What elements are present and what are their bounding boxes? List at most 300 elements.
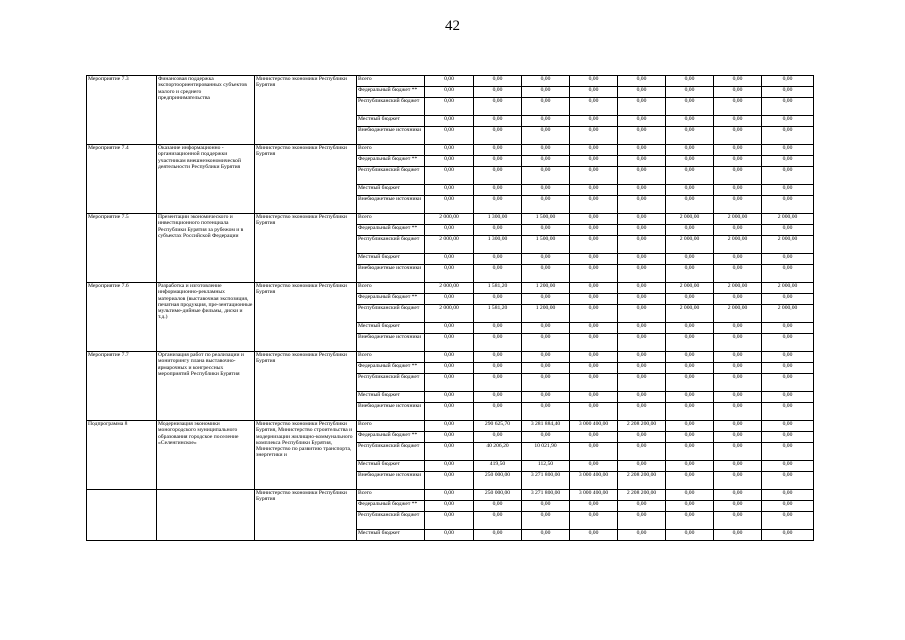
amount-cell: 2 000,00 xyxy=(666,236,714,254)
amount-cell: 0,00 xyxy=(570,127,618,145)
amount-cell: 0,00 xyxy=(714,490,762,501)
amount-cell: 0,00 xyxy=(474,530,522,541)
amount-cell: 0,00 xyxy=(666,363,714,374)
amount-cell: 3 281 884,40 xyxy=(522,421,570,432)
amount-cell: 0,00 xyxy=(474,352,522,363)
amount-cell: 0,00 xyxy=(714,254,762,265)
funding-source-cell: Всего xyxy=(357,145,425,156)
amount-cell: 0,00 xyxy=(714,156,762,167)
amount-cell: 0,00 xyxy=(570,185,618,196)
funding-source-cell: Федеральный бюджет ** xyxy=(357,156,425,167)
amount-cell: 0,00 xyxy=(666,403,714,421)
amount-cell: 0,00 xyxy=(666,352,714,363)
funding-source-cell: Всего xyxy=(357,490,425,501)
amount-cell: 2 000,00 xyxy=(714,305,762,323)
block-name-cell xyxy=(157,490,255,541)
amount-cell: 0,00 xyxy=(570,76,618,87)
amount-cell: 0,00 xyxy=(666,294,714,305)
amount-cell: 2 208 200,00 xyxy=(618,421,666,432)
amount-cell: 0,00 xyxy=(618,323,666,334)
amount-cell: 0,00 xyxy=(570,305,618,323)
funding-source-cell: Всего xyxy=(357,352,425,363)
amount-cell: 0,00 xyxy=(666,530,714,541)
amount-cell: 0,00 xyxy=(474,403,522,421)
block-executor-cell: Министерство экономики Республики Бурятия xyxy=(255,352,357,421)
amount-cell: 0,00 xyxy=(666,334,714,352)
amount-cell: 0,00 xyxy=(570,334,618,352)
amount-cell: 0,00 xyxy=(762,490,814,501)
amount-cell: 0,00 xyxy=(618,214,666,225)
amount-cell: 0,00 xyxy=(666,512,714,530)
amount-cell: 2 000,00 xyxy=(762,214,814,225)
amount-cell: 0,00 xyxy=(425,374,474,392)
amount-cell: 0,00 xyxy=(570,403,618,421)
amount-cell: 0,00 xyxy=(714,225,762,236)
amount-cell: 2 000,00 xyxy=(666,305,714,323)
table-row xyxy=(87,352,814,363)
amount-cell: 0,00 xyxy=(474,116,522,127)
amount-cell: 0,00 xyxy=(666,443,714,461)
block-code-cell xyxy=(87,490,157,541)
amount-cell: 2 000,00 xyxy=(666,283,714,294)
block-code-cell: Подпрограмма 8 xyxy=(87,421,157,490)
block-executor-cell: Министерство экономики Республики Бурятия xyxy=(255,76,357,145)
amount-cell: 0,00 xyxy=(570,461,618,472)
amount-cell: 0,00 xyxy=(714,363,762,374)
amount-cell: 0,00 xyxy=(762,167,814,185)
funding-source-cell: Федеральный бюджет ** xyxy=(357,432,425,443)
amount-cell: 0,00 xyxy=(666,265,714,283)
table-row xyxy=(87,421,814,432)
amount-cell: 0,00 xyxy=(618,461,666,472)
amount-cell: 1 500,00 xyxy=(522,236,570,254)
amount-cell: 0,00 xyxy=(666,472,714,490)
amount-cell: 0,00 xyxy=(474,363,522,374)
funding-source-cell: Всего xyxy=(357,283,425,294)
amount-cell: 0,00 xyxy=(474,512,522,530)
amount-cell: 0,00 xyxy=(474,145,522,156)
amount-cell: 0,00 xyxy=(762,512,814,530)
amount-cell: 0,00 xyxy=(714,196,762,214)
amount-cell: 0,00 xyxy=(666,116,714,127)
amount-cell: 0,00 xyxy=(522,98,570,116)
amount-cell: 0,00 xyxy=(474,334,522,352)
amount-cell: 0,00 xyxy=(762,403,814,421)
amount-cell: 0,00 xyxy=(714,512,762,530)
amount-cell: 0,00 xyxy=(474,265,522,283)
amount-cell: 0,00 xyxy=(425,432,474,443)
amount-cell: 0,00 xyxy=(425,294,474,305)
amount-cell: 0,00 xyxy=(714,334,762,352)
amount-cell: 3 000 400,00 xyxy=(570,490,618,501)
amount-cell: 0,00 xyxy=(425,512,474,530)
amount-cell: 0,00 xyxy=(570,98,618,116)
amount-cell: 0,00 xyxy=(425,145,474,156)
funding-source-cell: Всего xyxy=(357,421,425,432)
amount-cell: 0,00 xyxy=(522,374,570,392)
block-code-cell: Мероприятие 7.5 xyxy=(87,214,157,283)
amount-cell: 0,00 xyxy=(570,167,618,185)
amount-cell: 0,00 xyxy=(762,76,814,87)
funding-source-cell: Республиканский бюджет xyxy=(357,374,425,392)
amount-cell: 0,00 xyxy=(425,530,474,541)
funding-source-cell: Республиканский бюджет xyxy=(357,167,425,185)
amount-cell: 0,00 xyxy=(666,76,714,87)
amount-cell: 0,00 xyxy=(666,501,714,512)
amount-cell: 0,00 xyxy=(666,156,714,167)
amount-cell: 0,00 xyxy=(762,363,814,374)
amount-cell: 0,00 xyxy=(666,374,714,392)
amount-cell: 0,00 xyxy=(666,421,714,432)
amount-cell: 0,00 xyxy=(522,127,570,145)
amount-cell: 40 206,20 xyxy=(474,443,522,461)
amount-cell: 0,00 xyxy=(618,156,666,167)
amount-cell: 0,00 xyxy=(618,352,666,363)
amount-cell: 0,00 xyxy=(425,76,474,87)
amount-cell: 0,00 xyxy=(522,167,570,185)
amount-cell: 0,00 xyxy=(474,196,522,214)
amount-cell: 112,50 xyxy=(522,461,570,472)
funding-source-cell: Федеральный бюджет ** xyxy=(357,87,425,98)
amount-cell: 0,00 xyxy=(425,116,474,127)
funding-source-cell: Местный бюджет xyxy=(357,392,425,403)
amount-cell: 0,00 xyxy=(762,265,814,283)
amount-cell: 0,00 xyxy=(522,87,570,98)
amount-cell: 0,00 xyxy=(714,403,762,421)
amount-cell: 0,00 xyxy=(666,167,714,185)
amount-cell: 0,00 xyxy=(570,512,618,530)
amount-cell: 0,00 xyxy=(425,127,474,145)
amount-cell: 2 000,00 xyxy=(425,214,474,225)
amount-cell: 250 000,00 xyxy=(474,472,522,490)
amount-cell: 0,00 xyxy=(714,87,762,98)
amount-cell: 0,00 xyxy=(570,443,618,461)
amount-cell: 3 271 800,00 xyxy=(522,472,570,490)
amount-cell: 1 581,20 xyxy=(474,283,522,294)
amount-cell: 0,00 xyxy=(666,185,714,196)
amount-cell: 0,00 xyxy=(522,265,570,283)
amount-cell: 2 000,00 xyxy=(425,283,474,294)
amount-cell: 0,00 xyxy=(714,530,762,541)
amount-cell: 0,00 xyxy=(714,127,762,145)
amount-cell: 2 000,00 xyxy=(666,214,714,225)
amount-cell: 0,00 xyxy=(425,265,474,283)
amount-cell: 0,00 xyxy=(666,127,714,145)
amount-cell: 0,00 xyxy=(714,265,762,283)
amount-cell: 1 581,20 xyxy=(474,305,522,323)
funding-source-cell: Всего xyxy=(357,76,425,87)
block-name-cell: Финансовая поддержка экспортоориентированных субъектов малого и среднего предпринимательства xyxy=(157,76,255,145)
amount-cell: 0,00 xyxy=(618,265,666,283)
amount-cell: 0,00 xyxy=(522,530,570,541)
amount-cell: 0,00 xyxy=(522,363,570,374)
amount-cell: 0,00 xyxy=(522,432,570,443)
amount-cell: 0,00 xyxy=(666,490,714,501)
amount-cell: 0,00 xyxy=(425,490,474,501)
block-name-cell: Презентации экономического и инвестиционного потенциала Республики Бурятия за рубежом и в субъектах Российской Федерации xyxy=(157,214,255,283)
amount-cell: 0,00 xyxy=(762,461,814,472)
amount-cell: 0,00 xyxy=(425,254,474,265)
amount-cell: 0,00 xyxy=(570,236,618,254)
amount-cell: 0,00 xyxy=(522,334,570,352)
amount-cell: 0,00 xyxy=(762,352,814,363)
funding-source-cell: Местный бюджет xyxy=(357,530,425,541)
amount-cell: 2 000,00 xyxy=(714,214,762,225)
amount-cell: 0,00 xyxy=(474,225,522,236)
amount-cell: 0,00 xyxy=(618,76,666,87)
funding-source-cell: Республиканский бюджет xyxy=(357,98,425,116)
budget-table xyxy=(86,75,814,541)
amount-cell: 0,00 xyxy=(618,225,666,236)
amount-cell: 0,00 xyxy=(618,432,666,443)
amount-cell: 0,00 xyxy=(522,76,570,87)
amount-cell: 0,00 xyxy=(666,392,714,403)
amount-cell: 0,00 xyxy=(714,461,762,472)
table-row xyxy=(87,76,814,87)
amount-cell: 10 021,90 xyxy=(522,443,570,461)
amount-cell: 1 500,00 xyxy=(522,214,570,225)
amount-cell: 0,00 xyxy=(714,421,762,432)
funding-source-cell: Федеральный бюджет ** xyxy=(357,501,425,512)
amount-cell: 0,00 xyxy=(570,156,618,167)
amount-cell: 0,00 xyxy=(618,87,666,98)
funding-source-cell: Федеральный бюджет ** xyxy=(357,363,425,374)
amount-cell: 3 000 400,00 xyxy=(570,421,618,432)
amount-cell: 0,00 xyxy=(425,352,474,363)
block-code-cell: Мероприятие 7.7 xyxy=(87,352,157,421)
amount-cell: 0,00 xyxy=(425,323,474,334)
amount-cell: 0,00 xyxy=(714,323,762,334)
amount-cell: 0,00 xyxy=(762,225,814,236)
amount-cell: 0,00 xyxy=(762,156,814,167)
amount-cell: 0,00 xyxy=(522,225,570,236)
amount-cell: 0,00 xyxy=(762,501,814,512)
amount-cell: 0,00 xyxy=(425,443,474,461)
funding-source-cell: Местный бюджет xyxy=(357,116,425,127)
amount-cell: 0,00 xyxy=(762,294,814,305)
funding-source-cell: Местный бюджет xyxy=(357,323,425,334)
amount-cell: 0,00 xyxy=(618,305,666,323)
amount-cell: 0,00 xyxy=(762,127,814,145)
amount-cell: 0,00 xyxy=(570,87,618,98)
amount-cell: 0,00 xyxy=(666,196,714,214)
amount-cell: 0,00 xyxy=(762,98,814,116)
amount-cell: 0,00 xyxy=(666,254,714,265)
amount-cell: 0,00 xyxy=(714,374,762,392)
amount-cell: 0,00 xyxy=(714,98,762,116)
amount-cell: 0,00 xyxy=(618,116,666,127)
amount-cell: 0,00 xyxy=(714,432,762,443)
page-number: 42 xyxy=(445,18,460,34)
amount-cell: 0,00 xyxy=(762,443,814,461)
amount-cell: 0,00 xyxy=(570,530,618,541)
amount-cell: 2 000,00 xyxy=(714,283,762,294)
amount-cell: 0,00 xyxy=(522,392,570,403)
amount-cell: 0,00 xyxy=(425,421,474,432)
amount-cell: 0,00 xyxy=(714,392,762,403)
amount-cell: 0,00 xyxy=(522,294,570,305)
funding-source-cell: Республиканский бюджет xyxy=(357,305,425,323)
amount-cell: 419,50 xyxy=(474,461,522,472)
amount-cell: 0,00 xyxy=(762,374,814,392)
amount-cell: 0,00 xyxy=(618,334,666,352)
block-executor-cell: Министерство экономики Республики Бурятия xyxy=(255,490,357,541)
amount-cell: 0,00 xyxy=(522,156,570,167)
amount-cell: 2 208 200,00 xyxy=(618,472,666,490)
amount-cell: 0,00 xyxy=(570,283,618,294)
funding-source-cell: Федеральный бюджет ** xyxy=(357,225,425,236)
amount-cell: 0,00 xyxy=(714,185,762,196)
amount-cell: 0,00 xyxy=(762,530,814,541)
funding-source-cell: Местный бюджет xyxy=(357,185,425,196)
amount-cell: 0,00 xyxy=(474,185,522,196)
amount-cell: 0,00 xyxy=(618,294,666,305)
amount-cell: 0,00 xyxy=(762,116,814,127)
amount-cell: 0,00 xyxy=(522,116,570,127)
amount-cell: 2 000,00 xyxy=(714,236,762,254)
amount-cell: 0,00 xyxy=(474,87,522,98)
table-row xyxy=(87,214,814,225)
amount-cell: 0,00 xyxy=(714,116,762,127)
amount-cell: 1 300,00 xyxy=(474,214,522,225)
amount-cell: 0,00 xyxy=(474,98,522,116)
amount-cell: 0,00 xyxy=(618,127,666,145)
amount-cell: 0,00 xyxy=(762,392,814,403)
amount-cell: 0,00 xyxy=(618,392,666,403)
amount-cell: 0,00 xyxy=(762,196,814,214)
amount-cell: 0,00 xyxy=(618,363,666,374)
block-executor-cell: Министерство экономики Республики Бурятия xyxy=(255,214,357,283)
amount-cell: 0,00 xyxy=(474,374,522,392)
funding-source-cell: Местный бюджет xyxy=(357,461,425,472)
amount-cell: 0,00 xyxy=(618,185,666,196)
amount-cell: 0,00 xyxy=(522,254,570,265)
amount-cell: 0,00 xyxy=(474,127,522,145)
funding-source-cell: Республиканский бюджет xyxy=(357,443,425,461)
amount-cell: 0,00 xyxy=(425,167,474,185)
amount-cell: 0,00 xyxy=(425,461,474,472)
funding-source-cell: Внебюджетные источники xyxy=(357,196,425,214)
amount-cell: 0,00 xyxy=(474,323,522,334)
amount-cell: 0,00 xyxy=(474,392,522,403)
amount-cell: 0,00 xyxy=(618,443,666,461)
amount-cell: 0,00 xyxy=(425,98,474,116)
amount-cell: 0,00 xyxy=(425,363,474,374)
amount-cell: 0,00 xyxy=(666,98,714,116)
amount-cell: 0,00 xyxy=(762,87,814,98)
amount-cell: 0,00 xyxy=(522,323,570,334)
amount-cell: 2 000,00 xyxy=(425,305,474,323)
amount-cell: 2 208 200,00 xyxy=(618,490,666,501)
amount-cell: 0,00 xyxy=(618,167,666,185)
amount-cell: 0,00 xyxy=(570,392,618,403)
block-name-cell: Разработка и изготовление информационно-рекламных материалов (выставочная экспозиция, печатная продукция, пре-зентационные мультиме-дийные фильмы, диски и т.д.) xyxy=(157,283,255,352)
amount-cell: 2 000,00 xyxy=(425,236,474,254)
amount-cell: 0,00 xyxy=(762,472,814,490)
amount-cell: 0,00 xyxy=(570,145,618,156)
amount-cell: 2 000,00 xyxy=(762,283,814,294)
amount-cell: 0,00 xyxy=(714,76,762,87)
amount-cell: 0,00 xyxy=(618,236,666,254)
amount-cell: 0,00 xyxy=(570,265,618,283)
funding-source-cell: Внебюджетные источники xyxy=(357,403,425,421)
amount-cell: 0,00 xyxy=(570,214,618,225)
funding-source-cell: Федеральный бюджет ** xyxy=(357,294,425,305)
amount-cell: 0,00 xyxy=(714,443,762,461)
amount-cell: 0,00 xyxy=(522,352,570,363)
amount-cell: 0,00 xyxy=(522,196,570,214)
amount-cell: 0,00 xyxy=(762,432,814,443)
funding-source-cell: Внебюджетные источники xyxy=(357,127,425,145)
amount-cell: 1 300,00 xyxy=(474,236,522,254)
amount-cell: 0,00 xyxy=(425,501,474,512)
amount-cell: 0,00 xyxy=(666,225,714,236)
amount-cell: 0,00 xyxy=(570,323,618,334)
amount-cell: 0,00 xyxy=(618,283,666,294)
table-row xyxy=(87,283,814,294)
amount-cell: 3 271 800,00 xyxy=(522,490,570,501)
funding-source-cell: Местный бюджет xyxy=(357,254,425,265)
amount-cell: 0,00 xyxy=(425,196,474,214)
amount-cell: 0,00 xyxy=(618,196,666,214)
amount-cell: 0,00 xyxy=(714,167,762,185)
amount-cell: 2 000,00 xyxy=(762,305,814,323)
amount-cell: 1 200,00 xyxy=(522,305,570,323)
amount-cell: 0,00 xyxy=(618,374,666,392)
amount-cell: 0,00 xyxy=(618,98,666,116)
amount-cell: 0,00 xyxy=(762,421,814,432)
amount-cell: 0,00 xyxy=(714,472,762,490)
funding-source-cell: Внебюджетные источники xyxy=(357,472,425,490)
funding-source-cell: Всего xyxy=(357,214,425,225)
table-row xyxy=(87,490,814,501)
block-code-cell: Мероприятие 7.4 xyxy=(87,145,157,214)
amount-cell: 0,00 xyxy=(522,185,570,196)
block-code-cell: Мероприятие 7.3 xyxy=(87,76,157,145)
amount-cell: 0,00 xyxy=(570,374,618,392)
amount-cell: 0,00 xyxy=(425,156,474,167)
amount-cell: 0,00 xyxy=(474,254,522,265)
amount-cell: 0,00 xyxy=(618,254,666,265)
amount-cell: 0,00 xyxy=(522,512,570,530)
table-row xyxy=(87,145,814,156)
amount-cell: 0,00 xyxy=(425,87,474,98)
amount-cell: 0,00 xyxy=(474,156,522,167)
block-executor-cell: Министерство экономики Республики Бурятия, Министерство строительства и модернизации жилищно-коммунального комплекса Республики Бурятия, Министерство по развитию транспорта, энергетики и xyxy=(255,421,357,490)
amount-cell: 3 000 400,00 xyxy=(570,472,618,490)
budget-table-body xyxy=(87,76,814,541)
amount-cell: 0,00 xyxy=(570,352,618,363)
amount-cell: 290 625,70 xyxy=(474,421,522,432)
block-executor-cell: Министерство экономики Республики Бурятия xyxy=(255,145,357,214)
amount-cell: 0,00 xyxy=(425,472,474,490)
amount-cell: 2 000,00 xyxy=(762,236,814,254)
amount-cell: 0,00 xyxy=(714,294,762,305)
block-executor-cell: Министерство экономики Республики Бурятия xyxy=(255,283,357,352)
amount-cell: 0,00 xyxy=(570,363,618,374)
amount-cell: 0,00 xyxy=(522,145,570,156)
amount-cell: 0,00 xyxy=(762,254,814,265)
funding-source-cell: Республиканский бюджет xyxy=(357,512,425,530)
amount-cell: 0,00 xyxy=(570,432,618,443)
amount-cell: 0,00 xyxy=(474,76,522,87)
amount-cell: 0,00 xyxy=(570,116,618,127)
amount-cell: 0,00 xyxy=(762,185,814,196)
amount-cell: 0,00 xyxy=(714,352,762,363)
amount-cell: 0,00 xyxy=(762,145,814,156)
amount-cell: 0,00 xyxy=(618,403,666,421)
amount-cell: 0,00 xyxy=(570,254,618,265)
